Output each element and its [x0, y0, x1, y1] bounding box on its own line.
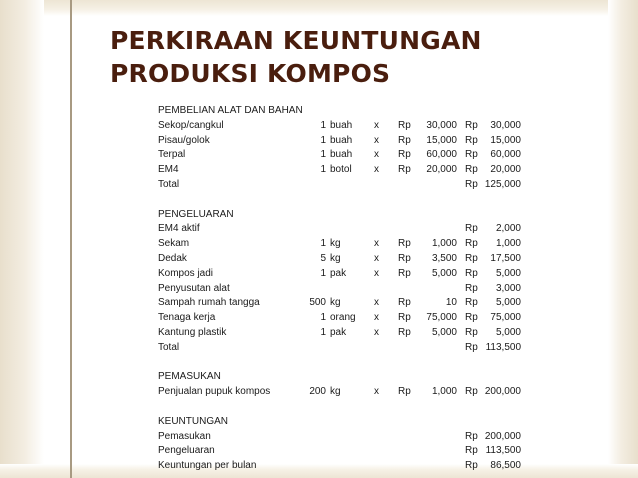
cell-unit: kg: [330, 238, 341, 250]
section-gap: [158, 400, 538, 415]
cell-description: Tenaga kerja: [158, 312, 216, 324]
cell-quantity: 1: [320, 119, 326, 131]
cell-description: Sampah rumah tangga: [158, 297, 260, 309]
cell-total: 113,500: [485, 341, 521, 353]
cell-quantity: 1: [320, 312, 326, 324]
cell-quantity: 1: [320, 238, 326, 250]
table-row: [158, 444, 538, 459]
cell-currency: Rp: [398, 119, 411, 131]
table-row: [158, 163, 538, 178]
table-row: [158, 252, 538, 267]
cell-currency: Rp: [465, 119, 478, 131]
cell-currency: Rp: [398, 312, 411, 324]
section-heading-pemasukan: PEMASUKAN: [158, 371, 221, 383]
cell-unit: buah: [330, 119, 353, 131]
table-row: [158, 134, 538, 149]
cell-currency: Rp: [398, 238, 411, 250]
cell-unit: botol: [330, 164, 352, 176]
cell-quantity: 1: [320, 149, 326, 161]
cell-currency: Rp: [465, 164, 478, 176]
cell-multiply: x: [374, 164, 379, 176]
cell-currency: Rp: [465, 341, 478, 353]
cell-currency: Rp: [465, 386, 478, 398]
cell-description: EM4: [158, 164, 179, 176]
cell-description: Kantung plastik: [158, 326, 227, 338]
cell-multiply: x: [374, 386, 379, 398]
cell-currency: Rp: [465, 267, 478, 279]
table-row: [158, 237, 538, 252]
paper-edge-left: [0, 0, 44, 478]
cell-currency: Rp: [398, 252, 411, 264]
cell-unit-price: 10: [445, 297, 457, 309]
cell-description: Total: [158, 178, 180, 190]
cell-description: Keuntungan per bulan: [158, 460, 257, 472]
cell-description: Kompos jadi: [158, 267, 214, 279]
cell-unit-price: 1,000: [431, 238, 457, 250]
section-keuntungan: [158, 430, 538, 474]
cell-multiply: x: [374, 326, 379, 338]
cell-currency: Rp: [465, 282, 478, 294]
section-heading-pembelian: PEMBELIAN ALAT DAN BAHAN: [158, 105, 303, 116]
cell-currency: Rp: [465, 178, 478, 190]
cell-quantity: 1: [320, 164, 326, 176]
paper-edge-right: [608, 0, 638, 478]
cell-unit: kg: [330, 386, 341, 398]
cell-currency: Rp: [465, 312, 478, 324]
cell-currency: Rp: [465, 134, 478, 146]
cell-quantity: 500: [309, 297, 326, 309]
cell-description: Terpal: [158, 149, 186, 161]
cell-quantity: 1: [320, 267, 326, 279]
title-line-1: PERKIRAAN KEUNTUNGAN: [110, 26, 482, 55]
slide-title: [110, 24, 610, 90]
cell-unit: buah: [330, 134, 353, 146]
cell-total: 200,000: [484, 430, 521, 442]
cell-total: 113,500: [485, 445, 521, 457]
cell-description: Sekop/cangkul: [158, 119, 224, 131]
cell-multiply: x: [374, 312, 379, 324]
cell-unit: pak: [330, 326, 347, 338]
title-line-2: PRODUKSI KOMPOS: [110, 59, 391, 88]
cell-total: 5,000: [495, 297, 521, 309]
cell-description: Dedak: [158, 252, 187, 264]
cell-description: Pemasukan: [158, 430, 211, 442]
section-heading-keuntungan: KEUNTUNGAN: [158, 415, 229, 427]
cell-total: 15,000: [490, 134, 521, 146]
cell-unit-price: 3,500: [431, 252, 457, 264]
cell-currency: Rp: [398, 134, 411, 146]
table-row: [158, 311, 538, 326]
table-row: [158, 119, 538, 134]
accent-line: [70, 0, 72, 478]
table-row: [158, 222, 538, 237]
cell-unit-price: 30,000: [426, 119, 457, 131]
cell-total: 2,000: [495, 223, 521, 235]
table-row: [158, 430, 538, 445]
cell-unit: orang: [330, 312, 356, 324]
cell-unit: pak: [330, 267, 347, 279]
cell-description: Total: [158, 341, 180, 353]
cell-total: 3,000: [495, 282, 521, 294]
cell-currency: Rp: [398, 326, 411, 338]
cell-quantity: 1: [320, 134, 326, 146]
table-row: [158, 459, 538, 474]
cell-total: 30,000: [490, 119, 521, 131]
cell-currency: Rp: [465, 460, 478, 472]
section-pengeluaran: [158, 222, 538, 355]
cell-currency: Rp: [398, 297, 411, 309]
table-row: [158, 296, 538, 311]
cell-currency: Rp: [465, 326, 478, 338]
cell-quantity: 5: [320, 252, 326, 264]
table-row: [158, 178, 538, 193]
cell-currency: Rp: [465, 238, 478, 250]
cell-currency: Rp: [465, 430, 478, 442]
cell-total: 20,000: [490, 164, 521, 176]
cell-description: Pisau/golok: [158, 134, 210, 146]
cell-currency: Rp: [465, 149, 478, 161]
table-row: [158, 282, 538, 297]
cell-description: Penyusutan alat: [158, 282, 230, 294]
cell-unit-price: 75,000: [426, 312, 457, 324]
cell-description: Pengeluaran: [158, 445, 215, 457]
cell-currency: Rp: [465, 223, 478, 235]
cell-total: 5,000: [495, 326, 521, 338]
cell-currency: Rp: [398, 149, 411, 161]
table-row: [158, 341, 538, 356]
table-row: [158, 148, 538, 163]
cell-multiply: x: [374, 134, 379, 146]
cell-unit-price: 1,000: [431, 386, 457, 398]
cell-description: Penjualan pupuk kompos: [158, 386, 271, 398]
table-row: [158, 385, 538, 400]
cell-currency: Rp: [465, 297, 478, 309]
cell-multiply: x: [374, 238, 379, 250]
cell-currency: Rp: [465, 252, 478, 264]
table-row: [158, 326, 538, 341]
section-gap: [158, 193, 538, 208]
cell-total: 200,000: [484, 386, 521, 398]
paper-edge-top: [0, 0, 638, 16]
cell-currency: Rp: [398, 386, 411, 398]
cell-total: 75,000: [490, 312, 521, 324]
cell-unit: kg: [330, 297, 341, 309]
cell-currency: Rp: [398, 164, 411, 176]
section-gap: [158, 356, 538, 371]
table-row: [158, 267, 538, 282]
cell-unit-price: 5,000: [431, 326, 457, 338]
section-pemasukan: [158, 385, 538, 400]
cell-total: 17,500: [490, 252, 521, 264]
cell-total: 125,000: [484, 178, 521, 190]
cell-multiply: x: [374, 252, 379, 264]
cell-currency: Rp: [398, 267, 411, 279]
cell-unit: kg: [330, 252, 341, 264]
cell-total: 86,500: [490, 460, 521, 472]
cell-unit: buah: [330, 149, 353, 161]
cell-total: 60,000: [490, 149, 521, 161]
profit-calculation-table: [158, 104, 538, 474]
cell-quantity: 1: [320, 326, 326, 338]
cell-unit-price: 5,000: [431, 267, 457, 279]
cell-unit-price: 60,000: [426, 149, 457, 161]
cell-description: EM4 aktif: [158, 223, 200, 235]
section-pembelian: [158, 119, 538, 193]
cell-multiply: x: [374, 119, 379, 131]
cell-multiply: x: [374, 267, 379, 279]
section-heading-pengeluaran: PENGELUARAN: [158, 208, 234, 220]
cell-multiply: x: [374, 149, 379, 161]
cell-total: 1,000: [495, 238, 521, 250]
cell-currency: Rp: [465, 445, 478, 457]
cell-multiply: x: [374, 297, 379, 309]
cell-description: Sekam: [158, 238, 190, 250]
cell-unit-price: 20,000: [426, 164, 457, 176]
cell-total: 5,000: [495, 267, 521, 279]
cell-unit-price: 15,000: [426, 134, 457, 146]
cell-quantity: 200: [309, 386, 326, 398]
